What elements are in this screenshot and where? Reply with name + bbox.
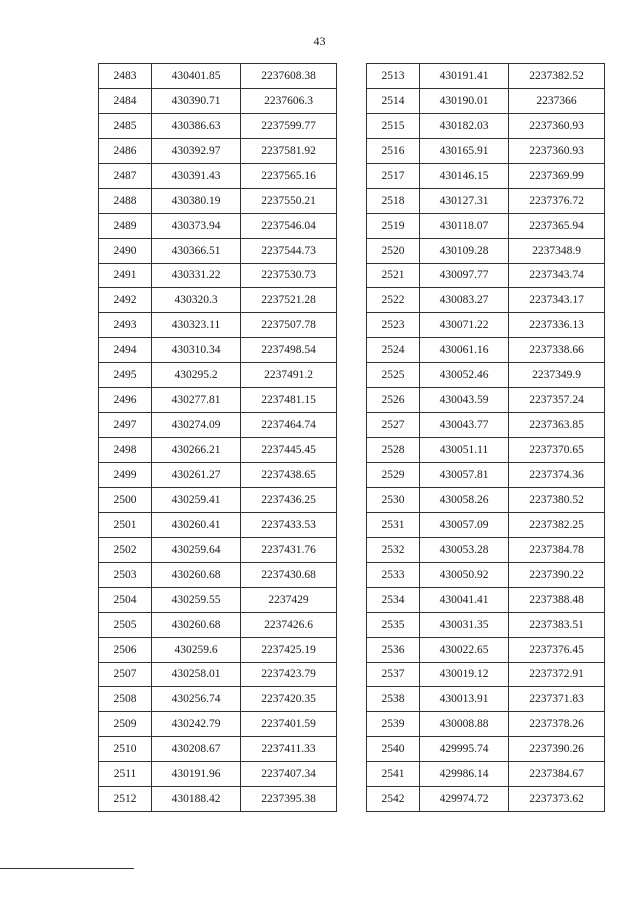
point-number-cell: 2508: [99, 687, 152, 712]
x-coordinate-cell: 430043.59: [420, 388, 509, 413]
y-coordinate-cell: 2237383.51: [509, 612, 605, 637]
table-row: [99, 562, 337, 587]
x-coordinate-cell: 430256.74: [152, 687, 241, 712]
x-coordinate-cell: 430401.85: [152, 64, 241, 89]
y-coordinate-cell: 2237565.16: [241, 163, 337, 188]
point-number-cell: 2538: [367, 687, 420, 712]
y-coordinate-cell: 2237608.38: [241, 64, 337, 89]
point-number-cell: 2490: [99, 238, 152, 263]
y-coordinate-cell: 2237360.93: [509, 138, 605, 163]
coordinate-table-left: [98, 63, 337, 812]
y-coordinate-cell: 2237550.21: [241, 188, 337, 213]
x-coordinate-cell: 430118.07: [420, 213, 509, 238]
y-coordinate-cell: 2237429: [241, 587, 337, 612]
x-coordinate-cell: 430259.41: [152, 487, 241, 512]
x-coordinate-cell: 430380.19: [152, 188, 241, 213]
y-coordinate-cell: 2237390.26: [509, 737, 605, 762]
x-coordinate-cell: 430392.97: [152, 138, 241, 163]
footnote-rule: [0, 868, 134, 869]
y-coordinate-cell: 2237372.91: [509, 662, 605, 687]
table-row: [367, 338, 605, 363]
x-coordinate-cell: 430146.15: [420, 163, 509, 188]
point-number-cell: 2493: [99, 313, 152, 338]
point-number-cell: 2489: [99, 213, 152, 238]
point-number-cell: 2527: [367, 413, 420, 438]
point-number-cell: 2542: [367, 787, 420, 812]
table-row: [367, 587, 605, 612]
y-coordinate-cell: 2237498.54: [241, 338, 337, 363]
point-number-cell: 2526: [367, 388, 420, 413]
x-coordinate-cell: 430208.67: [152, 737, 241, 762]
y-coordinate-cell: 2237360.93: [509, 113, 605, 138]
table-row: [367, 313, 605, 338]
x-coordinate-cell: 430331.22: [152, 263, 241, 288]
y-coordinate-cell: 2237365.94: [509, 213, 605, 238]
x-coordinate-cell: 430097.77: [420, 263, 509, 288]
table-row: [99, 737, 337, 762]
point-number-cell: 2528: [367, 438, 420, 463]
point-number-cell: 2498: [99, 438, 152, 463]
y-coordinate-cell: 2237425.19: [241, 637, 337, 662]
x-coordinate-cell: 429995.74: [420, 737, 509, 762]
point-number-cell: 2532: [367, 537, 420, 562]
y-coordinate-cell: 2237369.99: [509, 163, 605, 188]
y-coordinate-cell: 2237491.2: [241, 363, 337, 388]
x-coordinate-cell: 430188.42: [152, 787, 241, 812]
table-row: [367, 288, 605, 313]
y-coordinate-cell: 2237546.04: [241, 213, 337, 238]
table-row: [367, 562, 605, 587]
table-row: [99, 662, 337, 687]
table-row: [99, 512, 337, 537]
x-coordinate-cell: 430109.28: [420, 238, 509, 263]
x-coordinate-cell: 430277.81: [152, 388, 241, 413]
table-row: [99, 163, 337, 188]
table-row: [99, 238, 337, 263]
table-row: [367, 413, 605, 438]
coordinate-table-right: [366, 63, 605, 812]
table-row: [99, 213, 337, 238]
x-coordinate-cell: 430013.91: [420, 687, 509, 712]
x-coordinate-cell: 430260.41: [152, 512, 241, 537]
point-number-cell: 2515: [367, 113, 420, 138]
x-coordinate-cell: 430191.41: [420, 64, 509, 89]
y-coordinate-cell: 2237395.38: [241, 787, 337, 812]
table-row: [367, 712, 605, 737]
table-row: [99, 587, 337, 612]
x-coordinate-cell: 430310.34: [152, 338, 241, 363]
table-row: [99, 787, 337, 812]
point-number-cell: 2524: [367, 338, 420, 363]
point-number-cell: 2514: [367, 88, 420, 113]
y-coordinate-cell: 2237366: [509, 88, 605, 113]
y-coordinate-cell: 2237581.92: [241, 138, 337, 163]
point-number-cell: 2496: [99, 388, 152, 413]
point-number-cell: 2517: [367, 163, 420, 188]
point-number-cell: 2505: [99, 612, 152, 637]
table-row: [99, 263, 337, 288]
x-coordinate-cell: 430260.68: [152, 562, 241, 587]
point-number-cell: 2541: [367, 762, 420, 787]
y-coordinate-cell: 2237606.3: [241, 88, 337, 113]
table-row: [367, 188, 605, 213]
table-row: [367, 512, 605, 537]
y-coordinate-cell: 2237376.45: [509, 637, 605, 662]
y-coordinate-cell: 2237382.25: [509, 512, 605, 537]
point-number-cell: 2530: [367, 487, 420, 512]
x-coordinate-cell: 430052.46: [420, 363, 509, 388]
point-number-cell: 2504: [99, 587, 152, 612]
point-number-cell: 2488: [99, 188, 152, 213]
x-coordinate-cell: 430242.79: [152, 712, 241, 737]
x-coordinate-cell: 430261.27: [152, 463, 241, 488]
x-coordinate-cell: 430182.03: [420, 113, 509, 138]
y-coordinate-cell: 2237407.34: [241, 762, 337, 787]
table-row: [99, 687, 337, 712]
table-row: [367, 238, 605, 263]
x-coordinate-cell: 430391.43: [152, 163, 241, 188]
point-number-cell: 2484: [99, 88, 152, 113]
y-coordinate-cell: 2237338.66: [509, 338, 605, 363]
y-coordinate-cell: 2237464.74: [241, 413, 337, 438]
y-coordinate-cell: 2237370.65: [509, 438, 605, 463]
x-coordinate-cell: 430260.68: [152, 612, 241, 637]
y-coordinate-cell: 2237382.52: [509, 64, 605, 89]
x-coordinate-cell: 430061.16: [420, 338, 509, 363]
x-coordinate-cell: 430258.01: [152, 662, 241, 687]
point-number-cell: 2536: [367, 637, 420, 662]
point-number-cell: 2492: [99, 288, 152, 313]
point-number-cell: 2513: [367, 64, 420, 89]
x-coordinate-cell: 430071.22: [420, 313, 509, 338]
table-row: [99, 463, 337, 488]
point-number-cell: 2503: [99, 562, 152, 587]
table-row: [367, 388, 605, 413]
x-coordinate-cell: 430165.91: [420, 138, 509, 163]
y-coordinate-cell: 2237544.73: [241, 238, 337, 263]
table-row: [99, 288, 337, 313]
point-number-cell: 2534: [367, 587, 420, 612]
point-number-cell: 2499: [99, 463, 152, 488]
table-row: [367, 463, 605, 488]
y-coordinate-cell: 2237438.65: [241, 463, 337, 488]
y-coordinate-cell: 2237371.83: [509, 687, 605, 712]
x-coordinate-cell: 430295.2: [152, 363, 241, 388]
y-coordinate-cell: 2237388.48: [509, 587, 605, 612]
point-number-cell: 2539: [367, 712, 420, 737]
table-row: [367, 113, 605, 138]
y-coordinate-cell: 2237420.35: [241, 687, 337, 712]
y-coordinate-cell: 2237373.62: [509, 787, 605, 812]
y-coordinate-cell: 2237401.59: [241, 712, 337, 737]
point-number-cell: 2529: [367, 463, 420, 488]
y-coordinate-cell: 2237378.26: [509, 712, 605, 737]
point-number-cell: 2512: [99, 787, 152, 812]
x-coordinate-cell: 430019.12: [420, 662, 509, 687]
point-number-cell: 2518: [367, 188, 420, 213]
point-number-cell: 2507: [99, 662, 152, 687]
y-coordinate-cell: 2237374.36: [509, 463, 605, 488]
y-coordinate-cell: 2237430.68: [241, 562, 337, 587]
point-number-cell: 2509: [99, 712, 152, 737]
y-coordinate-cell: 2237411.33: [241, 737, 337, 762]
table-row: [367, 687, 605, 712]
x-coordinate-cell: 430053.28: [420, 537, 509, 562]
x-coordinate-cell: 429986.14: [420, 762, 509, 787]
y-coordinate-cell: 2237426.6: [241, 612, 337, 637]
y-coordinate-cell: 2237599.77: [241, 113, 337, 138]
table-row: [367, 438, 605, 463]
y-coordinate-cell: 2237431.76: [241, 537, 337, 562]
point-number-cell: 2485: [99, 113, 152, 138]
point-number-cell: 2521: [367, 263, 420, 288]
x-coordinate-cell: 430191.96: [152, 762, 241, 787]
point-number-cell: 2522: [367, 288, 420, 313]
x-coordinate-cell: 430259.6: [152, 637, 241, 662]
y-coordinate-cell: 2237348.9: [509, 238, 605, 263]
point-number-cell: 2500: [99, 487, 152, 512]
point-number-cell: 2540: [367, 737, 420, 762]
y-coordinate-cell: 2237507.78: [241, 313, 337, 338]
table-row: [367, 537, 605, 562]
x-coordinate-cell: 430259.64: [152, 537, 241, 562]
table-row: [367, 787, 605, 812]
table-row: [367, 487, 605, 512]
table-row: [99, 363, 337, 388]
table-row: [99, 438, 337, 463]
point-number-cell: 2495: [99, 363, 152, 388]
table-row: [367, 737, 605, 762]
x-coordinate-cell: 430366.51: [152, 238, 241, 263]
x-coordinate-cell: 430057.09: [420, 512, 509, 537]
point-number-cell: 2483: [99, 64, 152, 89]
point-number-cell: 2531: [367, 512, 420, 537]
point-number-cell: 2501: [99, 512, 152, 537]
y-coordinate-cell: 2237343.17: [509, 288, 605, 313]
point-number-cell: 2525: [367, 363, 420, 388]
x-coordinate-cell: 430031.35: [420, 612, 509, 637]
table-row: [367, 138, 605, 163]
x-coordinate-cell: 430127.31: [420, 188, 509, 213]
x-coordinate-cell: 430050.92: [420, 562, 509, 587]
table-row: [367, 363, 605, 388]
point-number-cell: 2506: [99, 637, 152, 662]
point-number-cell: 2533: [367, 562, 420, 587]
y-coordinate-cell: 2237363.85: [509, 413, 605, 438]
point-number-cell: 2511: [99, 762, 152, 787]
y-coordinate-cell: 2237481.15: [241, 388, 337, 413]
table-row: [99, 188, 337, 213]
x-coordinate-cell: 430274.09: [152, 413, 241, 438]
x-coordinate-cell: 430057.81: [420, 463, 509, 488]
point-number-cell: 2491: [99, 263, 152, 288]
x-coordinate-cell: 430259.55: [152, 587, 241, 612]
table-row: [99, 64, 337, 89]
x-coordinate-cell: 430051.11: [420, 438, 509, 463]
table-row: [367, 263, 605, 288]
table-row: [99, 313, 337, 338]
point-number-cell: 2487: [99, 163, 152, 188]
y-coordinate-cell: 2237390.22: [509, 562, 605, 587]
table-row: [99, 612, 337, 637]
point-number-cell: 2510: [99, 737, 152, 762]
y-coordinate-cell: 2237433.53: [241, 512, 337, 537]
x-coordinate-cell: 429974.72: [420, 787, 509, 812]
table-row: [99, 637, 337, 662]
y-coordinate-cell: 2237384.78: [509, 537, 605, 562]
table-row: [99, 413, 337, 438]
x-coordinate-cell: 430323.11: [152, 313, 241, 338]
table-row: [367, 64, 605, 89]
point-number-cell: 2523: [367, 313, 420, 338]
y-coordinate-cell: 2237343.74: [509, 263, 605, 288]
y-coordinate-cell: 2237423.79: [241, 662, 337, 687]
table-row: [367, 762, 605, 787]
table-row: [99, 762, 337, 787]
point-number-cell: 2537: [367, 662, 420, 687]
table-row: [367, 662, 605, 687]
table-row: [367, 637, 605, 662]
x-coordinate-cell: 430320.3: [152, 288, 241, 313]
table-row: [99, 88, 337, 113]
x-coordinate-cell: 430266.21: [152, 438, 241, 463]
page-number: 43: [313, 34, 326, 48]
y-coordinate-cell: 2237376.72: [509, 188, 605, 213]
x-coordinate-cell: 430390.71: [152, 88, 241, 113]
table-row: [367, 612, 605, 637]
x-coordinate-cell: 430008.88: [420, 712, 509, 737]
x-coordinate-cell: 430022.65: [420, 637, 509, 662]
table-row: [99, 138, 337, 163]
point-number-cell: 2520: [367, 238, 420, 263]
table-row: [99, 537, 337, 562]
table-row: [99, 113, 337, 138]
y-coordinate-cell: 2237384.67: [509, 762, 605, 787]
point-number-cell: 2502: [99, 537, 152, 562]
y-coordinate-cell: 2237380.52: [509, 487, 605, 512]
point-number-cell: 2519: [367, 213, 420, 238]
table-row: [99, 338, 337, 363]
point-number-cell: 2497: [99, 413, 152, 438]
table-row: [367, 213, 605, 238]
x-coordinate-cell: 430058.26: [420, 487, 509, 512]
y-coordinate-cell: 2237436.25: [241, 487, 337, 512]
y-coordinate-cell: 2237521.28: [241, 288, 337, 313]
point-number-cell: 2535: [367, 612, 420, 637]
table-row: [99, 712, 337, 737]
table-row: [99, 388, 337, 413]
table-row: [367, 163, 605, 188]
y-coordinate-cell: 2237445.45: [241, 438, 337, 463]
x-coordinate-cell: 430043.77: [420, 413, 509, 438]
x-coordinate-cell: 430373.94: [152, 213, 241, 238]
y-coordinate-cell: 2237336.13: [509, 313, 605, 338]
table-row: [99, 487, 337, 512]
point-number-cell: 2516: [367, 138, 420, 163]
point-number-cell: 2494: [99, 338, 152, 363]
x-coordinate-cell: 430041.41: [420, 587, 509, 612]
x-coordinate-cell: 430190.01: [420, 88, 509, 113]
table-row: [367, 88, 605, 113]
y-coordinate-cell: 2237530.73: [241, 263, 337, 288]
point-number-cell: 2486: [99, 138, 152, 163]
y-coordinate-cell: 2237357.24: [509, 388, 605, 413]
x-coordinate-cell: 430386.63: [152, 113, 241, 138]
x-coordinate-cell: 430083.27: [420, 288, 509, 313]
y-coordinate-cell: 2237349.9: [509, 363, 605, 388]
